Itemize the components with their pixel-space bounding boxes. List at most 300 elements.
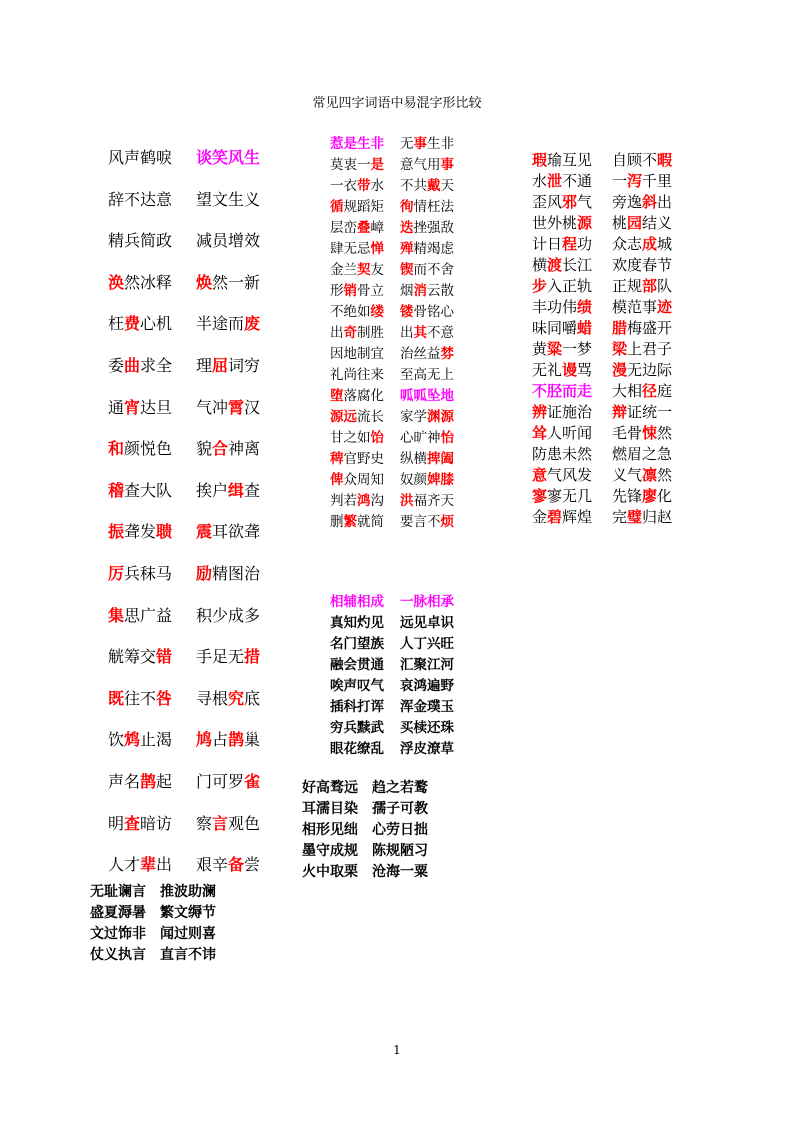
idiom-phrase	[330, 155, 400, 175]
idiom-segment: 制胜	[357, 325, 384, 341]
idiom-pair-row	[330, 470, 454, 491]
idiom-phrase	[532, 297, 612, 317]
idiom-phrase	[532, 402, 612, 422]
idiom-segment: 官野史	[343, 451, 384, 467]
idiom-segment: 泄	[547, 172, 563, 190]
idiom-segment: 浑金璞玉	[400, 699, 454, 715]
idiom-segment: 横	[532, 256, 548, 274]
idiom-pair-row	[108, 770, 260, 812]
idiom-segment: 自顾不	[612, 151, 658, 169]
idiom-segment: 云散	[427, 283, 454, 299]
idiom-phrase	[160, 945, 216, 965]
idiom-phrase	[612, 192, 672, 212]
idiom-phrase	[196, 354, 260, 378]
idiom-phrase	[330, 386, 400, 406]
idiom-phrase	[160, 882, 216, 902]
idiom-phrase	[612, 276, 672, 296]
idiom-phrase	[532, 465, 612, 485]
idiom-phrase	[108, 396, 196, 420]
idiom-pair-row	[90, 924, 216, 945]
idiom-segment: 循	[330, 199, 344, 215]
idiom-segment: 要言不	[400, 514, 441, 530]
idiom-segment: 至高无上	[400, 367, 454, 383]
idiom-phrase	[400, 676, 454, 696]
idiom-pair-row	[532, 213, 672, 234]
idiom-pair-row	[302, 820, 428, 841]
idiom-phrase	[400, 134, 454, 154]
idiom-pair-row	[108, 312, 260, 354]
idiom-phrase	[400, 655, 454, 675]
idiom-segment: 悚	[642, 424, 658, 442]
idiom-segment: 望文生义	[196, 189, 261, 209]
idiom-segment: 棼	[440, 346, 454, 362]
idiom-pair-row	[108, 146, 260, 188]
idiom-segment: 查大队	[124, 480, 173, 500]
idiom-segment: 气	[577, 193, 593, 211]
idiom-segment: 文过饰非	[90, 926, 146, 942]
idiom-segment: 程	[562, 235, 578, 253]
idiom-segment: 辉煌	[562, 508, 593, 526]
idiom-segment: 查	[124, 813, 141, 833]
idiom-segment: 判若	[330, 493, 357, 509]
idiom-pair-row	[108, 562, 260, 604]
idiom-segment: 积少成多	[196, 605, 261, 625]
idiom-phrase	[108, 770, 196, 794]
idiom-segment: 合	[212, 439, 229, 459]
idiom-phrase	[196, 146, 260, 170]
idiom-segment: 心劳日拙	[372, 822, 428, 838]
idiom-segment: 气冲	[196, 397, 229, 417]
idiom-segment: 鸩	[124, 730, 141, 750]
idiom-segment: 插科打诨	[330, 699, 384, 715]
idiom-phrase	[400, 491, 454, 511]
idiom-segment: 燃眉之急	[612, 445, 673, 463]
idiom-segment: 毛骨	[612, 424, 643, 442]
idiom-phrase	[372, 862, 428, 882]
idiom-segment: 无	[400, 136, 414, 152]
idiom-segment: 往不	[124, 688, 157, 708]
idiom-segment: 流长	[357, 409, 384, 425]
idiom-segment: 饴	[370, 430, 384, 446]
idiom-pair-row	[330, 592, 454, 613]
idiom-phrase	[612, 402, 672, 422]
idiom-segment: 仗义执言	[90, 947, 146, 963]
idiom-segment: 寥无几	[547, 487, 593, 505]
idiom-pair-row	[532, 339, 672, 360]
idiom-phrase	[330, 176, 400, 196]
idiom-segment: 正规	[612, 277, 643, 295]
idiom-pair-row	[330, 155, 454, 176]
idiom-phrase	[108, 687, 196, 711]
idiom-segment: 婢膝	[427, 472, 454, 488]
idiom-segment: 查	[244, 480, 261, 500]
idiom-segment: 缉	[228, 480, 245, 500]
idiom-segment: 防患未然	[532, 445, 593, 463]
idiom-segment: 烟	[400, 283, 414, 299]
idiom-segment: 稽	[108, 480, 125, 500]
idiom-segment: 推波助澜	[160, 884, 216, 900]
idiom-segment: 一脉相承	[400, 594, 454, 610]
idiom-segment: 无礼	[532, 361, 563, 379]
idiom-segment: 园	[627, 214, 643, 232]
idiom-pair-row	[302, 841, 428, 862]
idiom-segment: 丰功伟	[532, 298, 578, 316]
idiom-segment: 甘之如	[330, 430, 371, 446]
idiom-pair-row	[532, 465, 672, 486]
idiom-segment: 远见卓识	[400, 615, 454, 631]
idiom-segment: 金	[532, 508, 548, 526]
idiom-segment: 陈规陋习	[372, 843, 428, 859]
idiom-phrase	[302, 799, 372, 819]
idiom-phrase	[612, 150, 672, 170]
idiom-pair-row	[330, 386, 454, 407]
idiom-pair-row	[330, 281, 454, 302]
idiom-pair-row	[532, 507, 672, 528]
idiom-segment: 廖	[642, 487, 658, 505]
idiom-segment: 繁文缛节	[160, 905, 216, 921]
idiom-phrase	[400, 697, 454, 717]
idiom-phrase	[330, 281, 400, 301]
idiom-phrase	[196, 853, 260, 877]
idiom-phrase	[302, 778, 372, 798]
idiom-segment: 镂	[400, 304, 414, 320]
idiom-segment: 气风发	[547, 466, 593, 484]
idiom-phrase	[400, 407, 454, 427]
idiom-segment: 骂	[577, 361, 593, 379]
idiom-phrase	[612, 213, 672, 233]
idiom-pair-row	[108, 188, 260, 230]
idiom-segment: 饮	[108, 730, 125, 750]
idiom-pair-row	[302, 799, 428, 820]
idiom-phrase	[400, 428, 454, 448]
idiom-pair-row	[532, 402, 672, 423]
idiom-segment: 词穷	[228, 355, 261, 375]
idiom-segment: 好高骛远	[302, 780, 358, 796]
idiom-phrase	[108, 604, 196, 628]
idiom-segment: 一衣	[330, 178, 357, 194]
idiom-phrase	[612, 486, 672, 506]
idiom-segment: 尝	[244, 855, 261, 875]
idiom-segment: 言	[212, 813, 229, 833]
idiom-pair-row	[532, 150, 672, 171]
idiom-phrase	[400, 512, 454, 532]
idiom-segment: 穷兵黩武	[330, 720, 384, 736]
idiom-phrase	[196, 520, 260, 544]
idiom-segment: 水	[370, 178, 384, 194]
idiom-phrase	[196, 562, 260, 586]
idiom-pair-row	[90, 903, 216, 924]
idiom-segment: 挨户	[196, 480, 229, 500]
idiom-phrase	[302, 862, 372, 882]
idiom-segment: 观色	[228, 813, 261, 833]
idiom-segment: 耳欲聋	[212, 522, 261, 542]
idiom-phrase	[400, 239, 454, 259]
idiom-phrase	[532, 276, 612, 296]
idiom-segment: 不绝如	[330, 304, 371, 320]
idiom-phrase	[108, 354, 196, 378]
idiom-segment: 人听闻	[547, 424, 593, 442]
idiom-segment: 励	[196, 563, 213, 583]
idiom-phrase	[108, 728, 196, 752]
idiom-segment: 销	[343, 283, 357, 299]
idiom-phrase	[400, 176, 454, 196]
idiom-segment: 迭	[400, 220, 414, 236]
idiom-phrase	[612, 171, 672, 191]
idiom-segment: 孺子可教	[372, 801, 428, 817]
idiom-phrase	[330, 323, 400, 343]
idiom-phrase	[108, 479, 196, 503]
idiom-phrase	[108, 188, 196, 212]
idiom-phrase	[108, 229, 196, 253]
idiom-phrase	[108, 437, 196, 461]
idiom-phrase	[532, 150, 612, 170]
idiom-phrase	[612, 297, 672, 317]
idiom-pair-row	[532, 360, 672, 381]
idiom-pair-row	[108, 728, 260, 770]
idiom-pair-row	[302, 778, 428, 799]
idiom-segment: 梅盛开	[627, 319, 673, 337]
idiom-segment: 斜	[642, 193, 658, 211]
idiom-segment: 闻过则喜	[160, 926, 216, 942]
idiom-phrase	[400, 218, 454, 238]
idiom-pair-row	[108, 687, 260, 729]
idiom-segment: 功	[577, 235, 593, 253]
idiom-segment: 觥筹交	[108, 647, 157, 667]
idiom-segment: 辨	[532, 403, 548, 421]
idiom-segment: 出	[156, 855, 173, 875]
idiom-column-left	[108, 146, 260, 895]
idiom-segment: 怡	[440, 430, 454, 446]
idiom-phrase	[108, 645, 196, 669]
idiom-segment: 寥	[532, 487, 548, 505]
idiom-segment: 既	[108, 688, 125, 708]
idiom-segment: 归赵	[642, 508, 673, 526]
idiom-segment: 天	[440, 178, 454, 194]
page-number: 1	[393, 1043, 401, 1057]
idiom-segment: 思广益	[124, 605, 173, 625]
idiom-phrase	[196, 812, 260, 836]
idiom-segment: 骨立	[357, 283, 384, 299]
idiom-phrase	[196, 437, 260, 461]
idiom-segment: 雀	[244, 771, 261, 791]
idiom-phrase	[532, 381, 612, 401]
idiom-segment: 奴颜	[400, 472, 427, 488]
idiom-segment: 寻根	[196, 688, 229, 708]
idiom-segment: 无边际	[627, 361, 673, 379]
idiom-segment: 义气	[612, 466, 643, 484]
idiom-segment: 因地制宜	[330, 346, 384, 362]
idiom-phrase	[108, 812, 196, 836]
idiom-segment: 部	[642, 277, 658, 295]
idiom-segment: 欢度春节	[612, 256, 673, 274]
idiom-phrase	[612, 234, 672, 254]
idiom-phrase	[108, 271, 196, 295]
idiom-phrase	[108, 146, 196, 170]
idiom-segment: 上君子	[627, 340, 673, 358]
idiom-phrase	[330, 449, 400, 469]
idiom-segment: 契	[357, 262, 371, 278]
idiom-segment: 源	[577, 214, 593, 232]
idiom-segment: 出	[657, 193, 673, 211]
idiom-segment: 减员增效	[196, 231, 261, 251]
idiom-segment: 众志	[612, 235, 643, 253]
idiom-segment: 堕	[330, 388, 344, 404]
idiom-segment: 粱	[547, 340, 563, 358]
idiom-segment: 通	[108, 397, 125, 417]
idiom-segment: 直言不讳	[160, 947, 216, 963]
idiom-segment: 察	[196, 813, 213, 833]
idiom-phrase	[90, 903, 160, 923]
idiom-segment: 买椟还珠	[400, 720, 454, 736]
idiom-pair-row	[330, 407, 454, 428]
idiom-segment: 手足无	[196, 647, 245, 667]
idiom-segment: 世外桃	[532, 214, 578, 232]
idiom-segment: 叠	[357, 220, 371, 236]
idiom-segment: 费	[124, 314, 141, 334]
idiom-segment: 人才	[108, 855, 141, 875]
idiom-segment: 集	[108, 605, 125, 625]
idiom-phrase	[196, 645, 260, 669]
idiom-segment: 哀鸿遍野	[400, 678, 454, 694]
idiom-segment: 出	[330, 325, 344, 341]
idiom-segment: 鹊	[228, 730, 245, 750]
idiom-segment: 迹	[657, 298, 673, 316]
idiom-phrase	[532, 360, 612, 380]
idiom-pair-row	[532, 318, 672, 339]
idiom-phrase	[330, 470, 400, 490]
idiom-segment: 意气用	[400, 157, 441, 173]
idiom-segment: 完	[612, 508, 628, 526]
idiom-segment: 繁	[343, 514, 357, 530]
idiom-segment: 聩	[156, 522, 173, 542]
idiom-segment: 事	[413, 136, 427, 152]
idiom-column-right	[532, 150, 672, 528]
idiom-segment: 城	[657, 235, 673, 253]
idiom-pair-row	[532, 381, 672, 402]
idiom-phrase	[400, 592, 454, 612]
idiom-pair-row	[108, 437, 260, 479]
idiom-phrase	[400, 386, 454, 406]
idiom-segment: 水	[532, 172, 548, 190]
idiom-pair-row	[108, 396, 260, 438]
idiom-segment: 和	[108, 439, 125, 459]
idiom-pair-row	[108, 229, 260, 271]
idiom-segment: 歪风	[532, 193, 563, 211]
idiom-segment: 径	[642, 382, 658, 400]
idiom-phrase	[532, 486, 612, 506]
idiom-segment: 眼花缭乱	[330, 741, 384, 757]
idiom-segment: 层峦	[330, 220, 357, 236]
idiom-segment: 究	[228, 688, 245, 708]
idiom-segment: 落腐化	[343, 388, 384, 404]
idiom-phrase	[400, 613, 454, 633]
idiom-phrase	[400, 739, 454, 759]
idiom-pair-row	[532, 486, 672, 507]
idiom-segment: 涣	[108, 272, 125, 292]
idiom-segment: 厉	[108, 563, 125, 583]
idiom-phrase	[330, 592, 400, 612]
idiom-segment: 步	[532, 277, 548, 295]
idiom-phrase	[196, 770, 260, 794]
idiom-phrase	[372, 778, 428, 798]
idiom-segment: 家学	[400, 409, 427, 425]
idiom-segment: 耸	[532, 424, 548, 442]
idiom-segment: 曲	[124, 355, 141, 375]
idiom-phrase	[330, 718, 400, 738]
idiom-segment: 措	[244, 647, 261, 667]
idiom-segment: 震	[196, 522, 213, 542]
idiom-phrase	[612, 381, 672, 401]
idiom-column-middle-top	[330, 134, 454, 533]
idiom-segment: 一梦	[562, 340, 593, 358]
idiom-segment: 然冰释	[124, 272, 173, 292]
idiom-segment: 而不舍	[413, 262, 454, 278]
idiom-phrase	[612, 318, 672, 338]
idiom-phrase	[196, 312, 260, 336]
idiom-segment: 源远	[330, 409, 357, 425]
idiom-segment: 金兰	[330, 262, 357, 278]
idiom-segment: 洪	[400, 493, 414, 509]
idiom-phrase	[108, 312, 196, 336]
idiom-pair-row	[330, 718, 454, 739]
idiom-pair-row	[108, 812, 260, 854]
idiom-segment: 聋发	[124, 522, 157, 542]
idiom-phrase	[400, 197, 454, 217]
idiom-phrase	[532, 192, 612, 212]
idiom-segment: 貌	[196, 439, 213, 459]
idiom-phrase	[400, 344, 454, 364]
idiom-column-middle-bottom	[302, 778, 428, 883]
idiom-phrase	[612, 423, 672, 443]
idiom-segment: 唉声叹气	[330, 678, 384, 694]
idiom-segment: 辩	[612, 403, 628, 421]
idiom-phrase	[400, 634, 454, 654]
idiom-segment: 门可罗	[196, 771, 245, 791]
idiom-segment: 惹是生非	[330, 136, 384, 152]
idiom-segment: 止渴	[140, 730, 173, 750]
idiom-segment: 辈	[140, 855, 157, 875]
idiom-segment: 渡	[547, 256, 563, 274]
idiom-segment: 规蹈矩	[343, 199, 384, 215]
idiom-pair-row	[108, 354, 260, 396]
idiom-segment: 黄	[532, 340, 548, 358]
idiom-segment: 戴	[427, 178, 441, 194]
idiom-segment: 精兵简政	[108, 231, 173, 251]
idiom-pair-row	[330, 302, 454, 323]
idiom-segment: 火中取栗	[302, 864, 358, 880]
idiom-segment: 烦	[440, 514, 454, 530]
idiom-segment: 宵	[124, 397, 141, 417]
idiom-phrase	[160, 903, 216, 923]
idiom-segment: 绩	[577, 298, 593, 316]
idiom-segment: 辞不达意	[108, 189, 173, 209]
idiom-segment: 碧	[547, 508, 563, 526]
idiom-phrase	[400, 260, 454, 280]
idiom-segment: 渊源	[427, 409, 454, 425]
idiom-segment: 沟	[370, 493, 384, 509]
idiom-phrase	[400, 281, 454, 301]
idiom-segment: 相辅相成	[330, 594, 384, 610]
idiom-phrase	[532, 171, 612, 191]
idiom-pair-row	[532, 276, 672, 297]
idiom-segment: 起	[156, 771, 173, 791]
idiom-pair-row	[330, 512, 454, 533]
idiom-pair-row	[330, 218, 454, 239]
idiom-segment: 真知灼见	[330, 615, 384, 631]
idiom-segment: 相形见绌	[302, 822, 358, 838]
idiom-phrase	[532, 213, 612, 233]
idiom-pair-row	[330, 739, 454, 760]
